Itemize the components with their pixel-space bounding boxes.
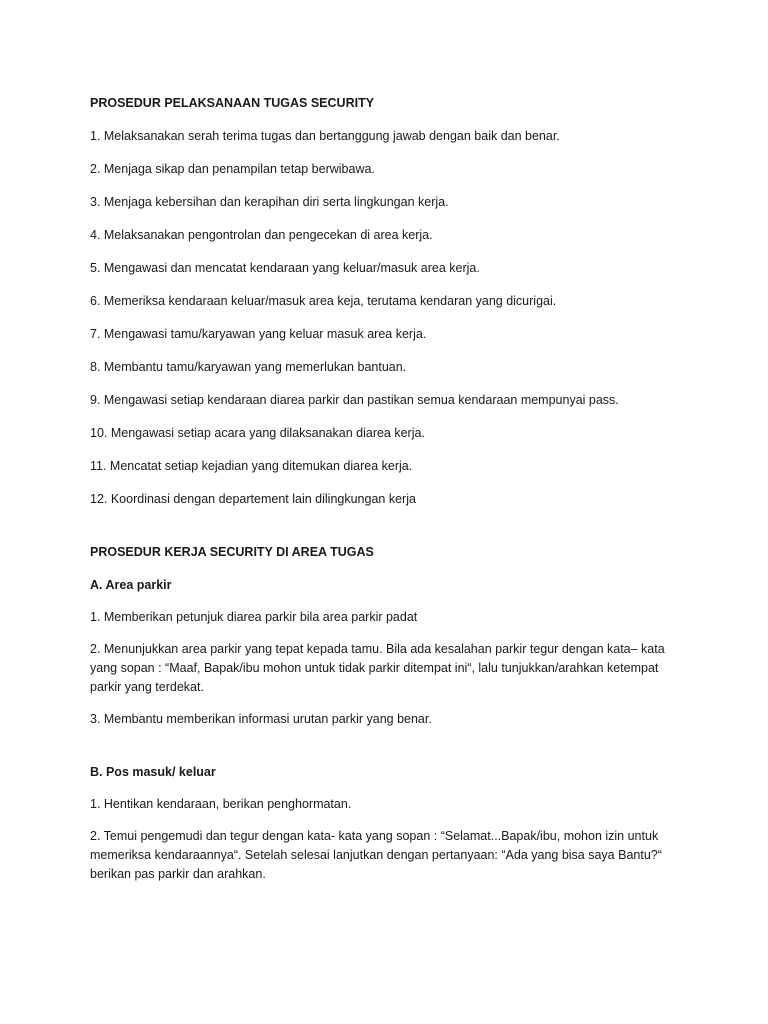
list-item: 7. Mengawasi tamu/karyawan yang keluar masuk area kerja. (90, 327, 427, 341)
subsection-title-pos-masuk: B. Pos masuk/ keluar (90, 765, 216, 779)
list-item: 2. Menunjukkan area parkir yang tepat kepada tamu. Bila ada kesalahan parkir tegur dengan kata– kata yang sopan : “Maaf, Bapak/ibu mohon untuk tidak parkir ditempat ini“, lalu tunjukkan/arahkan ketempat parkir yang terdekat. (90, 642, 665, 694)
list-item: 1. Hentikan kendaraan, berikan penghormatan. (90, 797, 352, 811)
list-item: 3. Membantu memberikan informasi urutan parkir yang benar. (90, 712, 432, 726)
list-item: 9. Mengawasi setiap kendaraan diarea parkir dan pastikan semua kendaraan mempunyai pass. (90, 393, 619, 407)
list-item: 2. Temui pengemudi dan tegur dengan kata- kata yang sopan : “Selamat...Bapak/ibu, mohon izin untuk memeriksa kendaraannya“. Setelah selesai lanjutkan dengan pertanyaan: “Ada yang bisa saya Bantu?“ berikan pas parkir dan arahkan. (90, 829, 662, 881)
list-item: 6. Memeriksa kendaraan keluar/masuk area keja, terutama kendaran yang dicurigai. (90, 294, 557, 308)
list-item: 1. Melaksanakan serah terima tugas dan bertanggung jawab dengan baik dan benar. (90, 129, 560, 143)
subsection-pos-masuk-keluar (90, 763, 680, 884)
list-item: 3. Menjaga kebersihan dan kerapihan diri serta lingkungan kerja. (90, 195, 449, 209)
section-title: PROSEDUR PELAKSANAAN TUGAS SECURITY (90, 96, 375, 110)
list-item: 1. Memberikan petunjuk diarea parkir bila area parkir padat (90, 610, 418, 624)
list-item: 5. Mengawasi dan mencatat kendaraan yang keluar/masuk area kerja. (90, 261, 480, 275)
list-item: 12. Koordinasi dengan departement lain dilingkungan kerja (90, 492, 416, 506)
document-page (90, 94, 680, 897)
section-kerja-area-tugas (90, 543, 680, 729)
list-item: 4. Melaksanakan pengontrolan dan pengecekan di area kerja. (90, 228, 433, 242)
list-item: 8. Membantu tamu/karyawan yang memerlukan bantuan. (90, 360, 407, 374)
list-item: 2. Menjaga sikap dan penampilan tetap berwibawa. (90, 162, 375, 176)
section-pelaksanaan-tugas (90, 94, 680, 509)
subsection-title-area-parkir: A. Area parkir (90, 578, 172, 592)
list-item: 10. Mengawasi setiap acara yang dilaksanakan diarea kerja. (90, 426, 425, 440)
section-title: PROSEDUR KERJA SECURITY DI AREA TUGAS (90, 545, 374, 559)
list-item: 11. Mencatat setiap kejadian yang ditemukan diarea kerja. (90, 459, 413, 473)
